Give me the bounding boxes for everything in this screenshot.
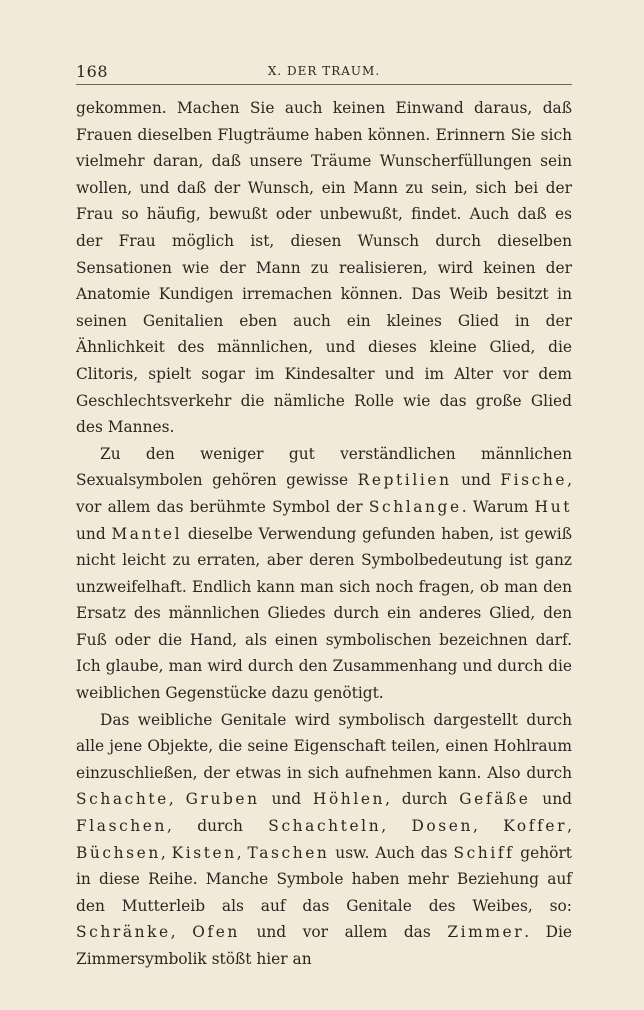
text-run: , durch: [385, 790, 460, 809]
paragraph: [76, 95, 572, 441]
emphasized-term: Fische: [500, 471, 568, 490]
emphasized-term: Schachteln: [268, 817, 382, 836]
text-run: . Warum: [461, 497, 535, 516]
emphasized-term: Zimmer: [447, 923, 525, 942]
text-run: und: [530, 790, 572, 809]
text-run: und: [259, 790, 313, 809]
running-title: X. DER TRAUM.: [267, 64, 381, 78]
text-run: und vor allem das: [239, 923, 448, 942]
text-run: , durch: [167, 817, 269, 836]
text-run: gehört in diese Reihe. Manche Symbole haben mehr Beziehung auf den Mutterleib als auf das Genitale des Weibes, so:: [76, 843, 572, 915]
text-run: gekommen. Machen Sie auch keinen Einwand daraus, daß Frauen dieselben Flugträume haben können. Erinnern Sie sich vielmehr daran, daß unsere Träume Wunscherfüllungen sein wollen, und daß der Wunsch, ein Mann zu sein, sich bei der Frau so häufig, bewußt oder unbewußt, findet. Auch daß es der Frau möglich ist, diesen Wunsch durch dieselben Sensationen wie der Mann zu realisieren, wird keinen der Anatomie Kundigen irremachen können. Das Weib besitzt in seinen Genitalien eben auch ein kleines Glied in der Ähnlichkeit des männlichen, und dieses kleine Glied, die Clitoris, spielt sogar im Kindesalter und im Alter vor dem Geschlechtsverkehr die nämliche Rolle wie das große Glied des Mannes.: [76, 99, 572, 437]
emphasized-term: Hut: [534, 497, 572, 516]
emphasized-term: Schiff: [453, 843, 515, 862]
emphasized-term: Koffer: [503, 817, 568, 836]
emphasized-term: Taschen: [247, 843, 330, 862]
text-run: Das weibliche Genitale wird symbolisch dargestellt durch alle jene Objekte, die seine Eigenschaft teilen, einen Hohlraum einzuschließen, der etwas in sich aufnehmen kann. Also durch: [76, 710, 572, 782]
emphasized-term: Schränke: [76, 923, 171, 942]
emphasized-term: Büchsen: [76, 843, 161, 862]
emphasized-term: Schachte: [76, 790, 169, 809]
emphasized-term: Ofen: [192, 923, 240, 942]
text-run: ,: [170, 923, 193, 942]
text-run: und: [451, 471, 501, 490]
text-run: ,: [473, 817, 504, 836]
emphasized-term: Reptilien: [357, 471, 452, 490]
text-run: ,: [236, 843, 248, 862]
emphasized-term: Gruben: [185, 790, 260, 809]
body-text: [76, 95, 572, 973]
text-run: , vor allem das berühmte Symbol der: [76, 471, 572, 516]
text-run: usw. Auch das: [329, 843, 454, 862]
paragraph: [76, 707, 572, 973]
emphasized-term: Gefäße: [459, 790, 531, 809]
emphasized-term: Schlange: [368, 497, 462, 516]
text-run: ,: [381, 817, 412, 836]
page-number: 168: [76, 62, 109, 81]
text-run: ,: [168, 790, 186, 809]
emphasized-term: Dosen: [411, 817, 473, 836]
emphasized-term: Mantel: [111, 524, 183, 543]
text-run: ,: [160, 843, 172, 862]
text-run: ,: [567, 817, 572, 836]
text-run: dieselbe Verwendung gefunden haben, ist gewiß nicht leicht zu erraten, aber deren Symbolbedeutung ist ganz unzweifelhaft. Endlich kann man sich noch fragen, ob man den Ersatz des männlichen Gliedes durch ein anderes Glied, den Fuß oder die Hand, als einen symbolischen bezeichnen darf. Ich glaube, man wird durch den Zusammenhang und durch die weiblichen Gegenstücke dazu genötigt.: [76, 524, 572, 703]
emphasized-term: Höhlen: [312, 790, 386, 809]
text-run: . Die Zimmersymbolik stößt hier an: [76, 923, 572, 968]
emphasized-term: Flaschen: [76, 817, 168, 836]
paragraph: [76, 441, 572, 707]
running-head: [76, 62, 572, 85]
text-run: Zu den weniger gut verständlichen männlichen Sexualsymbolen gehören gewisse: [76, 444, 572, 490]
emphasized-term: Kisten: [171, 843, 237, 862]
text-run: und: [76, 524, 112, 543]
